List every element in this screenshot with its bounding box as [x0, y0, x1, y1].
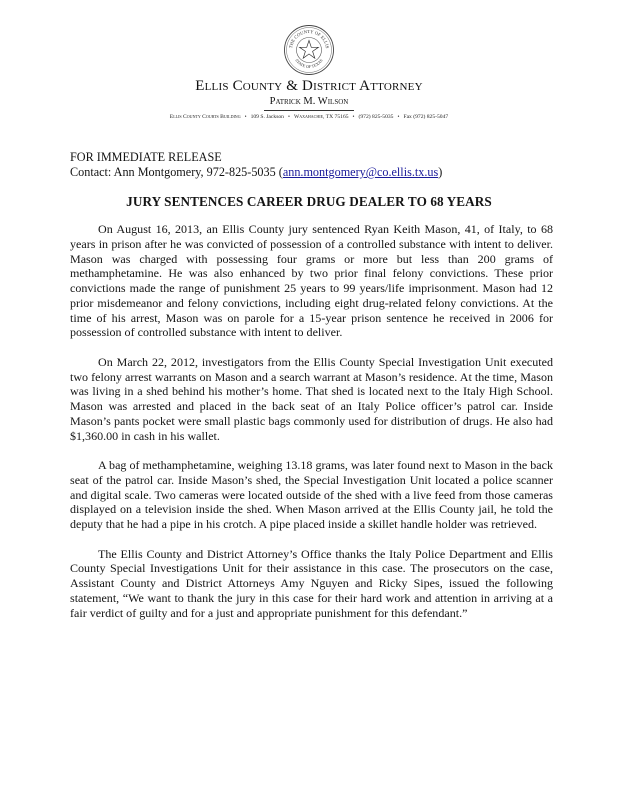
paragraph: The Ellis County and District Attorney’s Office thanks the Italy Police Department and Ellis County Special Investigations Unit for their assistance in this case. The prosecutors on the case, Assistant County and District Attorneys Amy Nguyen and Ricky Sipes, issued the following statement, “We want to thank the jury in this case for their hard work and attention in arriving at a fair verdict of guilty and for a just and appropriate punishment for this defendant.”	[70, 546, 553, 620]
contact-line	[70, 165, 442, 179]
headline: JURY SENTENCES CAREER DRUG DEALER TO 68 YEARS	[126, 194, 492, 209]
letterhead-divider	[264, 110, 354, 111]
office-name: Ellis County & District Attorney	[195, 78, 423, 94]
address-phone: (972) 825-5035	[358, 114, 394, 120]
article-body	[70, 222, 553, 635]
paragraph: On March 22, 2012, investigators from the Ellis County Special Investigation Unit executed two felony arrest warrants on Mason and a search warrant at Mason’s residence. At the time, Mason was living in a shed behind his mother’s home. That shed is located next to the Italy High School. Mason was arrested and placed in the back seat of an Italy Police officer’s patrol car. Inside Mason’s pants pocket were small plastic bags commonly used for distribution of drugs. He also had $1,360.00 in cash in his wallet.	[70, 354, 553, 443]
contact-text: Contact: Ann Montgomery, 972-825-5035 (	[70, 165, 283, 179]
paragraph: A bag of methamphetamine, weighing 13.18 grams, was later found next to Mason in the back seat of the patrol car. Inside Mason’s shed, the Special Investigation Unit located a police scanner and digital scale. Two cameras were located outside of the shed with a live feed from those cameras displayed on a television inside the shed. When Mason arrived at the Ellis County jail, he told the deputy that he had a pipe in his crotch. A pipe placed inside a skillet handle holder was retrieved.	[70, 458, 553, 531]
office-address: Ellis County Courts Building • 109 S. Jackson • Waxahachie, TX 75165 • (972) 825-5035 • Fax (972) 825-5047	[169, 114, 449, 120]
contact-email-link[interactable]: ann.montgomery@co.ellis.tx.us	[282, 165, 439, 179]
seal-inner-text: STATE OF TEXAS	[294, 57, 324, 70]
county-seal-icon	[283, 24, 335, 76]
address-city: Waxahachie, TX 75165	[293, 114, 349, 120]
contact-suffix: )	[438, 165, 443, 179]
paragraph: On August 16, 2013, an Ellis County jury sentenced Ryan Keith Mason, 41, of Italy, to 68 years in prison after he was convicted of possession of a controlled substance with intent to deliver. Mason was charged with possessing four grams or more but less than 200 grams of methamphetamine. He was also enhanced by two prior final felony convictions. These prior convictions made the range of punishment 25 years to 99 years/life imprisonment. Mason had 12 prior misdemeanor and felony convictions, including eight drug-related felony convictions. At the time of his arrest, Mason was on parole for a 15-year prison sentence he received in 2006 for possession of controlled substance with intent to deliver.	[70, 222, 553, 340]
seal-outer-text: THE COUNTY OF ELLIS	[288, 28, 330, 49]
address-street: 109 S. Jackson	[250, 114, 284, 120]
address-building: Ellis County Courts Building	[169, 114, 241, 120]
release-label: FOR IMMEDIATE RELEASE	[70, 150, 222, 164]
address-fax: Fax (972) 825-5047	[403, 114, 449, 120]
district-attorney-name: Patrick M. Wilson	[269, 96, 349, 107]
